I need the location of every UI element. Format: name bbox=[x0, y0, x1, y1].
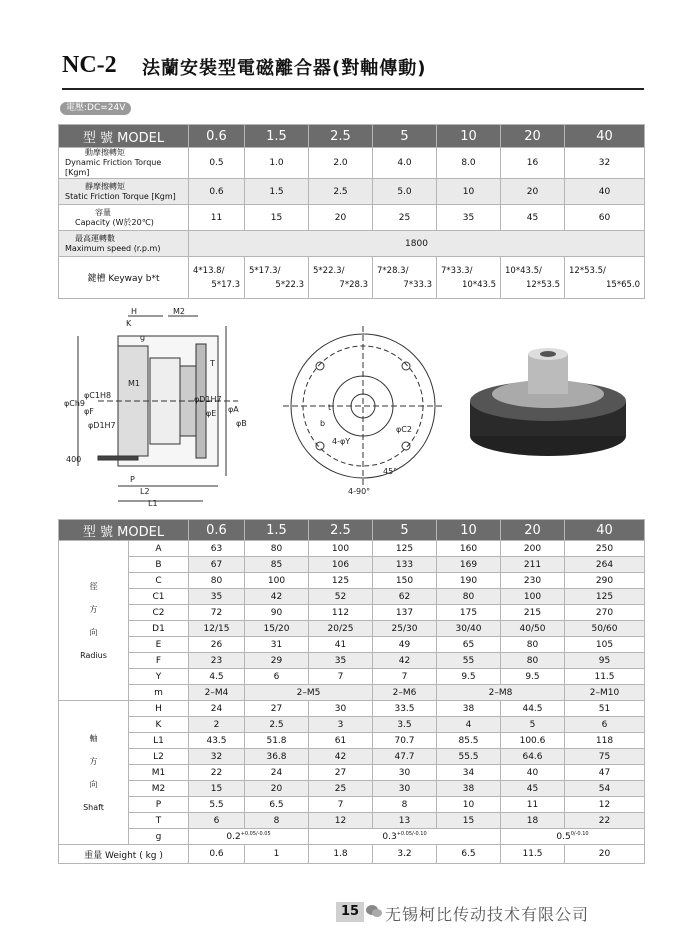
svg-text:φD1H7: φD1H7 bbox=[88, 421, 116, 430]
cell: 7 bbox=[309, 797, 373, 813]
cell: 85.5 bbox=[437, 733, 501, 749]
cell: 47.7 bbox=[373, 749, 437, 765]
cell: 38 bbox=[437, 781, 501, 797]
cell: 50/60 bbox=[565, 621, 645, 637]
cell: 2 bbox=[189, 717, 245, 733]
dimension-table bbox=[58, 519, 645, 864]
svg-text:φE: φE bbox=[206, 409, 217, 418]
cell: 40 bbox=[565, 179, 645, 205]
svg-text:T: T bbox=[210, 359, 215, 368]
cell: 12 bbox=[309, 813, 373, 829]
cell: 72 bbox=[189, 605, 245, 621]
svg-text:t: t bbox=[328, 403, 332, 412]
cell: 42 bbox=[309, 749, 373, 765]
dim-key: M1 bbox=[129, 765, 189, 781]
svg-text:P: P bbox=[130, 475, 135, 484]
model-col: 2.5 bbox=[309, 520, 373, 541]
cell: $0.2^{+0.05/-0.05}$ bbox=[189, 829, 309, 845]
svg-text:K: K bbox=[126, 319, 132, 328]
dim-key: B bbox=[129, 557, 189, 573]
dim-key: C2 bbox=[129, 605, 189, 621]
model-col: 1.5 bbox=[245, 520, 309, 541]
dim-key: T bbox=[129, 813, 189, 829]
cell: 150 bbox=[373, 573, 437, 589]
svg-text:45°: 45° bbox=[383, 467, 398, 476]
cell: 12 bbox=[565, 797, 645, 813]
cell: 55 bbox=[437, 653, 501, 669]
cell: 13 bbox=[373, 813, 437, 829]
cell: 10 bbox=[437, 179, 501, 205]
cell: 61 bbox=[309, 733, 373, 749]
cell: 22 bbox=[565, 813, 645, 829]
cell: 80 bbox=[501, 653, 565, 669]
cell: 20/25 bbox=[309, 621, 373, 637]
product-title: 法蘭安裝型電磁離合器(對軸傳動) bbox=[142, 58, 427, 79]
cell: 190 bbox=[437, 573, 501, 589]
cell: 80 bbox=[189, 573, 245, 589]
cell: 8 bbox=[373, 797, 437, 813]
cell: 137 bbox=[373, 605, 437, 621]
cell: 112 bbox=[309, 605, 373, 621]
cell: 64.6 bbox=[501, 749, 565, 765]
model-col: 20 bbox=[501, 125, 565, 148]
cell: 100 bbox=[309, 541, 373, 557]
cell: 3.5 bbox=[373, 717, 437, 733]
header-rule bbox=[62, 88, 644, 90]
cell: 2–M6 bbox=[373, 685, 437, 701]
dim-key: E bbox=[129, 637, 189, 653]
keyway-cell: 5*17.3/ 5*22.3 bbox=[245, 257, 309, 299]
page-number: 15 bbox=[336, 902, 364, 922]
cell: 25 bbox=[309, 781, 373, 797]
cell: 47 bbox=[565, 765, 645, 781]
row-label: 最高運轉數 Maximum speed (r.p.m) bbox=[59, 231, 189, 257]
cell: 45 bbox=[501, 205, 565, 231]
cell: 230 bbox=[501, 573, 565, 589]
model-col: 5 bbox=[373, 125, 437, 148]
cell: 38 bbox=[437, 701, 501, 717]
svg-text:φA: φA bbox=[228, 405, 239, 414]
cell: 11.5 bbox=[565, 669, 645, 685]
cell: 100.6 bbox=[501, 733, 565, 749]
cell: 85 bbox=[245, 557, 309, 573]
svg-text:L2: L2 bbox=[140, 487, 150, 496]
voltage-badge: 電壓:DC=24V bbox=[60, 102, 131, 115]
cell: 6 bbox=[565, 717, 645, 733]
keyway-cell: 10*43.5/ 12*53.5 bbox=[501, 257, 565, 299]
svg-text:φCh9: φCh9 bbox=[64, 399, 86, 408]
cell: 41 bbox=[309, 637, 373, 653]
svg-text:M2: M2 bbox=[173, 307, 185, 316]
cell: 27 bbox=[245, 701, 309, 717]
dim-key: H bbox=[129, 701, 189, 717]
cell: 45 bbox=[501, 781, 565, 797]
svg-text:φF: φF bbox=[84, 407, 94, 416]
cell: 20 bbox=[309, 205, 373, 231]
cell: 20 bbox=[565, 845, 645, 864]
cell: 8 bbox=[245, 813, 309, 829]
cell: 24 bbox=[189, 701, 245, 717]
cell: 3.2 bbox=[373, 845, 437, 864]
dim-key: D1 bbox=[129, 621, 189, 637]
svg-text:M1: M1 bbox=[128, 379, 140, 388]
model-header: 型 號 MODEL bbox=[59, 520, 189, 541]
model-col: 5 bbox=[373, 520, 437, 541]
cell: 215 bbox=[501, 605, 565, 621]
cell: 169 bbox=[437, 557, 501, 573]
model-col: 1.5 bbox=[245, 125, 309, 148]
model-col: 20 bbox=[501, 520, 565, 541]
cell: 33.5 bbox=[373, 701, 437, 717]
cell: 5 bbox=[501, 717, 565, 733]
svg-text:φC2: φC2 bbox=[396, 425, 412, 434]
cell: 118 bbox=[565, 733, 645, 749]
cell: 0.5 bbox=[189, 148, 245, 179]
cell: 34 bbox=[437, 765, 501, 781]
keyway-cell: 5*22.3/ 7*28.3 bbox=[309, 257, 373, 299]
cell: 8.0 bbox=[437, 148, 501, 179]
cell: 23 bbox=[189, 653, 245, 669]
cell: 30 bbox=[373, 781, 437, 797]
cell: 32 bbox=[189, 749, 245, 765]
keyway-cell: 4*13.8/ 5*17.3 bbox=[189, 257, 245, 299]
svg-text:φC1H8: φC1H8 bbox=[84, 391, 112, 400]
cell: 211 bbox=[501, 557, 565, 573]
cell: 270 bbox=[565, 605, 645, 621]
cell: 43.5 bbox=[189, 733, 245, 749]
model-col: 0.6 bbox=[189, 520, 245, 541]
technical-drawing bbox=[58, 306, 644, 516]
cell: 18 bbox=[501, 813, 565, 829]
cell: 1.8 bbox=[309, 845, 373, 864]
cell: 29 bbox=[245, 653, 309, 669]
cell: 90 bbox=[245, 605, 309, 621]
cell: 6 bbox=[245, 669, 309, 685]
model-header: 型 號 MODEL bbox=[59, 125, 189, 148]
cell: 100 bbox=[501, 589, 565, 605]
page-header bbox=[62, 48, 644, 88]
keyway-cell: 7*28.3/ 7*33.3 bbox=[373, 257, 437, 299]
row-label: 靜摩擦轉矩 Static Friction Torque [Kgm] bbox=[59, 179, 189, 205]
cell: 7 bbox=[309, 669, 373, 685]
cell: 31 bbox=[245, 637, 309, 653]
cell: 0.6 bbox=[189, 845, 245, 864]
cell: 125 bbox=[565, 589, 645, 605]
cell: 15/20 bbox=[245, 621, 309, 637]
model-col: 40 bbox=[565, 520, 645, 541]
keyway-cell: 7*33.3/ 10*43.5 bbox=[437, 257, 501, 299]
cell: 15 bbox=[189, 781, 245, 797]
cell: $0.3^{+0.05/-0.10}$ bbox=[309, 829, 501, 845]
product-photo bbox=[470, 348, 626, 456]
cell: 1.0 bbox=[245, 148, 309, 179]
cell: 80 bbox=[437, 589, 501, 605]
cell: 6.5 bbox=[245, 797, 309, 813]
cell: 2–M8 bbox=[437, 685, 565, 701]
cell: 250 bbox=[565, 541, 645, 557]
cell: 20 bbox=[245, 781, 309, 797]
cell: 11 bbox=[189, 205, 245, 231]
dim-key: M2 bbox=[129, 781, 189, 797]
cell: 40 bbox=[501, 765, 565, 781]
cell: 10 bbox=[437, 797, 501, 813]
model-col: 40 bbox=[565, 125, 645, 148]
dim-key: C bbox=[129, 573, 189, 589]
cell: 16 bbox=[501, 148, 565, 179]
cell: 6 bbox=[189, 813, 245, 829]
cell: 52 bbox=[309, 589, 373, 605]
cell: 200 bbox=[501, 541, 565, 557]
cell: 125 bbox=[373, 541, 437, 557]
dim-key: A bbox=[129, 541, 189, 557]
cell: 36.8 bbox=[245, 749, 309, 765]
cell: 7 bbox=[373, 669, 437, 685]
svg-text:400: 400 bbox=[66, 455, 82, 464]
keyway-cell: 12*53.5/ 15*65.0 bbox=[565, 257, 645, 299]
cell: 9.5 bbox=[501, 669, 565, 685]
svg-text:g: g bbox=[140, 333, 146, 342]
cell: 60 bbox=[565, 205, 645, 231]
svg-text:4-90°: 4-90° bbox=[348, 487, 371, 496]
dim-key: P bbox=[129, 797, 189, 813]
cell: 55.5 bbox=[437, 749, 501, 765]
cell: 49 bbox=[373, 637, 437, 653]
model-col: 10 bbox=[437, 520, 501, 541]
dim-key: g bbox=[129, 829, 189, 845]
cell: 40/50 bbox=[501, 621, 565, 637]
cell: 1.5 bbox=[245, 179, 309, 205]
weight-label: 重量 Weight ( kg ) bbox=[59, 845, 189, 864]
cell: 105 bbox=[565, 637, 645, 653]
svg-text:H: H bbox=[131, 307, 138, 316]
cell: 24 bbox=[245, 765, 309, 781]
svg-text:L1: L1 bbox=[148, 499, 158, 508]
cell: 2.5 bbox=[245, 717, 309, 733]
row-label: 動摩擦轉矩 Dynamic Friction Torque [Kgm] bbox=[59, 148, 189, 179]
dim-key: C1 bbox=[129, 589, 189, 605]
cell: 2.5 bbox=[309, 179, 373, 205]
cell: 4 bbox=[437, 717, 501, 733]
cell: 11.5 bbox=[501, 845, 565, 864]
cell: 65 bbox=[437, 637, 501, 653]
spec-table bbox=[58, 124, 645, 299]
svg-text:φB: φB bbox=[236, 419, 247, 428]
cell: 2–M10 bbox=[565, 685, 645, 701]
cell: 35 bbox=[437, 205, 501, 231]
cell: 100 bbox=[245, 573, 309, 589]
cell: 5.5 bbox=[189, 797, 245, 813]
cell: 35 bbox=[309, 653, 373, 669]
model-col: 2.5 bbox=[309, 125, 373, 148]
cell: 160 bbox=[437, 541, 501, 557]
cell: 42 bbox=[245, 589, 309, 605]
cell: 30 bbox=[309, 701, 373, 717]
dim-key: Y bbox=[129, 669, 189, 685]
cell: 54 bbox=[565, 781, 645, 797]
cell: 4.5 bbox=[189, 669, 245, 685]
dim-key: L1 bbox=[129, 733, 189, 749]
cell: 44.5 bbox=[501, 701, 565, 717]
radius-group-label: 徑 方 向 Radius bbox=[59, 541, 129, 701]
cell: 20 bbox=[501, 179, 565, 205]
cell: 290 bbox=[565, 573, 645, 589]
cell: 9.5 bbox=[437, 669, 501, 685]
cell: 80 bbox=[501, 637, 565, 653]
cell: 12/15 bbox=[189, 621, 245, 637]
cell: 11 bbox=[501, 797, 565, 813]
wechat-icon bbox=[366, 904, 382, 918]
product-code: NC-2 bbox=[62, 52, 117, 78]
cell: 51.8 bbox=[245, 733, 309, 749]
cell: 30/40 bbox=[437, 621, 501, 637]
cell: 175 bbox=[437, 605, 501, 621]
front-view-labels bbox=[320, 403, 412, 496]
cell: 62 bbox=[373, 589, 437, 605]
cell: 63 bbox=[189, 541, 245, 557]
cell: 22 bbox=[189, 765, 245, 781]
svg-text:4-φY: 4-φY bbox=[332, 437, 351, 446]
cell: 3 bbox=[309, 717, 373, 733]
watermark: 无锡柯比传动技术有限公司 bbox=[385, 905, 590, 924]
dim-key: L2 bbox=[129, 749, 189, 765]
cell: 27 bbox=[309, 765, 373, 781]
cell: $0.5^{0/-0.10}$ bbox=[501, 829, 645, 845]
cell: 2–M5 bbox=[245, 685, 373, 701]
cell: 2.0 bbox=[309, 148, 373, 179]
cell: 4.0 bbox=[373, 148, 437, 179]
cell: 25/30 bbox=[373, 621, 437, 637]
cell: 30 bbox=[373, 765, 437, 781]
cell: 67 bbox=[189, 557, 245, 573]
cell: 25 bbox=[373, 205, 437, 231]
model-col: 10 bbox=[437, 125, 501, 148]
cell: 264 bbox=[565, 557, 645, 573]
dim-key: F bbox=[129, 653, 189, 669]
cell: 106 bbox=[309, 557, 373, 573]
keyway-label: 鍵槽 Keyway b*t bbox=[59, 257, 189, 299]
cell: 15 bbox=[245, 205, 309, 231]
cell: 95 bbox=[565, 653, 645, 669]
cell: 15 bbox=[437, 813, 501, 829]
dim-key: K bbox=[129, 717, 189, 733]
cell: 35 bbox=[189, 589, 245, 605]
cell: 80 bbox=[245, 541, 309, 557]
cell: 5.0 bbox=[373, 179, 437, 205]
cell: 2–M4 bbox=[189, 685, 245, 701]
cell: 125 bbox=[309, 573, 373, 589]
merged-cell: 1800 bbox=[189, 231, 645, 257]
cell: 70.7 bbox=[373, 733, 437, 749]
svg-text:φD1H7: φD1H7 bbox=[194, 395, 222, 404]
cell: 32 bbox=[565, 148, 645, 179]
dim-key: m bbox=[129, 685, 189, 701]
cell: 133 bbox=[373, 557, 437, 573]
shaft-group-label: 軸 方 向 Shaft bbox=[59, 701, 129, 845]
cell: 1 bbox=[245, 845, 309, 864]
front-view-drawing bbox=[283, 326, 443, 486]
cell: 51 bbox=[565, 701, 645, 717]
cell: 75 bbox=[565, 749, 645, 765]
model-col: 0.6 bbox=[189, 125, 245, 148]
svg-text:b: b bbox=[320, 419, 326, 428]
cell: 0.6 bbox=[189, 179, 245, 205]
row-label: 容量 Capacity (W於20℃) bbox=[59, 205, 189, 231]
cell: 6.5 bbox=[437, 845, 501, 864]
cell: 26 bbox=[189, 637, 245, 653]
cell: 42 bbox=[373, 653, 437, 669]
